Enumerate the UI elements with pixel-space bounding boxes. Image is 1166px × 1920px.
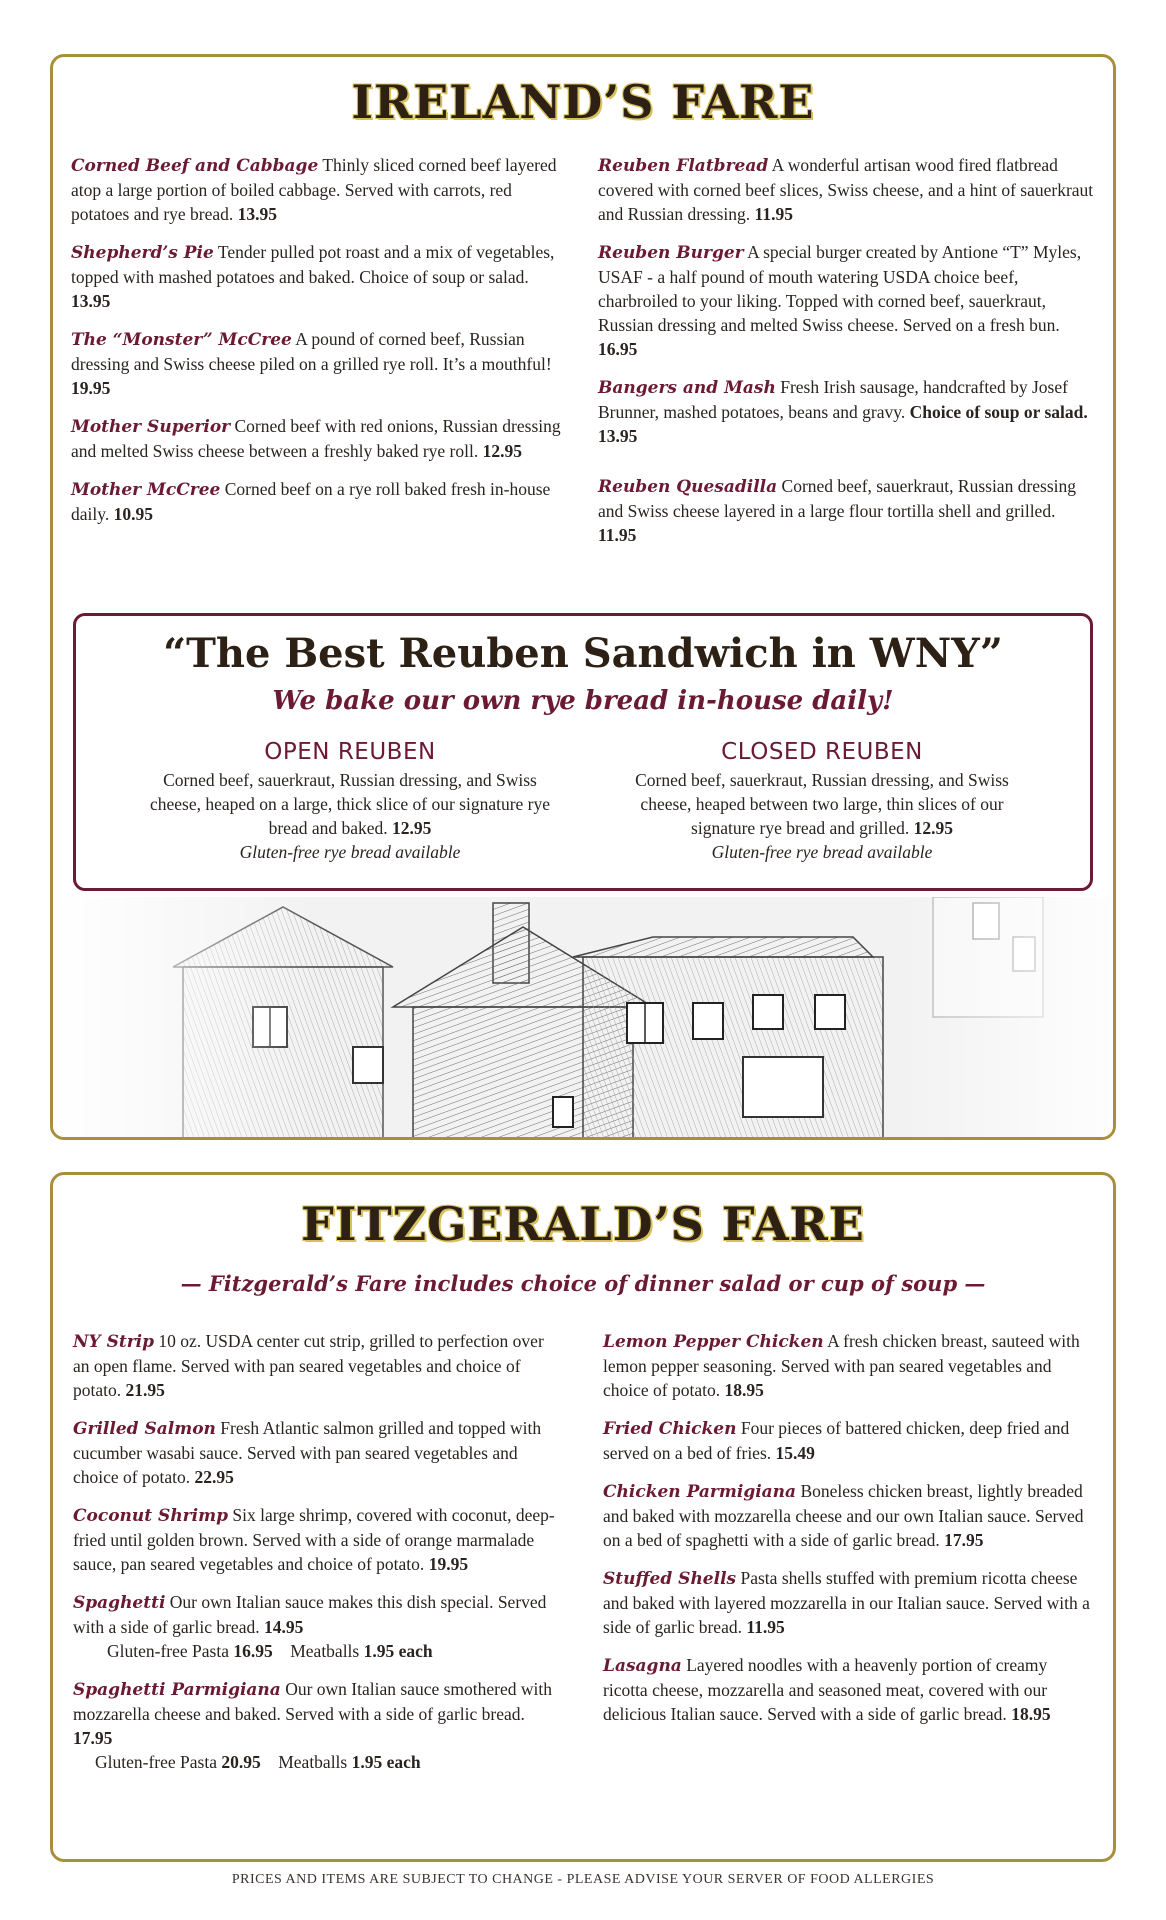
- item-desc: Boneless chicken breast, lightly breaded and baked with mozzarella cheese and our own Italian sauce. Served on a bed of spaghetti with a side of garlic bread.: [603, 1481, 1084, 1550]
- open-reuben-gf-note: Gluten-free rye bread available: [239, 842, 461, 862]
- reuben-quote: “The Best Reuben Sandwich in WNY”: [163, 630, 1003, 677]
- item-name: Reuben Quesadilla: [598, 477, 778, 497]
- menu-item: [598, 474, 1098, 547]
- fitz-right-column: [603, 1329, 1093, 1740]
- item-name: Mother McCree: [71, 480, 221, 500]
- item-name: Reuben Flatbread: [598, 156, 769, 176]
- irelands-fare-panel: [50, 54, 1116, 1140]
- menu-item: [71, 414, 571, 463]
- item-name: Grilled Salmon: [73, 1419, 216, 1439]
- item-desc: Corned beef with red onions, Russian dressing and melted Swiss cheese between a freshly baked rye roll.: [71, 416, 561, 461]
- menu-item: [603, 1329, 1093, 1402]
- item-name: NY Strip: [73, 1332, 155, 1352]
- menu-item: [603, 1416, 1093, 1465]
- item-desc: A special burger created by Antione “T” Myles, USAF - a half pound of mouth watering USDA choice beef, charbroiled to your liking. Topped with corned beef, sauerkraut, Russian dressing and melted Swiss cheese. Served on a fresh bun.: [598, 242, 1082, 335]
- item-desc: A fresh chicken breast, sauteed with lemon pepper seasoning. Served with pan seared vegetables and choice of potato.: [603, 1331, 1080, 1400]
- item-price: 16.95: [598, 339, 638, 359]
- item-name: Fried Chicken: [603, 1419, 737, 1439]
- closed-reuben-heading: CLOSED REUBEN: [721, 739, 923, 765]
- open-reuben-price: 12.95: [392, 818, 432, 838]
- ireland-right-column: [598, 153, 1098, 561]
- item-desc: Fresh Irish sausage, handcrafted by Josef Brunner, mashed potatoes, beans and gravy.: [598, 377, 1068, 422]
- open-reuben: [140, 740, 560, 864]
- closed-reuben: [612, 740, 1032, 864]
- item-name: Bangers and Mash: [598, 378, 776, 398]
- open-reuben-desc: Corned beef, sauerkraut, Russian dressing, and Swiss cheese, heaped on a large, thick slice of our signature rye bread and baked.: [149, 770, 551, 838]
- menu-item: [598, 153, 1098, 226]
- menu-item: [71, 477, 571, 526]
- item-name: Corned Beef and Cabbage: [71, 156, 319, 176]
- menu-item: [73, 1590, 563, 1663]
- menu-item: [73, 1677, 563, 1774]
- item-options: [73, 1639, 563, 1663]
- item-price: 14.95: [263, 1617, 304, 1637]
- item-desc: Tender pulled pot roast and a mix of vegetables, topped with mashed potatoes and baked. Choice of soup or salad.: [71, 242, 555, 287]
- menu-item: [71, 153, 571, 226]
- item-price: 15.49: [775, 1443, 815, 1463]
- ireland-left-column: [71, 153, 571, 540]
- item-name: The “Monster” McCree: [71, 330, 292, 350]
- item-desc: Our own Italian sauce makes this dish special. Served with a side of garlic bread.: [73, 1592, 547, 1637]
- item-options: [73, 1750, 563, 1774]
- item-note: Choice of soup or salad.: [909, 402, 1088, 422]
- item-name: Lasagna: [603, 1656, 682, 1676]
- allergy-disclaimer: PRICES AND ITEMS ARE SUBJECT TO CHANGE - PLEASE ADVISE YOUR SERVER OF FOOD ALLERGIES: [231, 1872, 935, 1887]
- item-price: 17.95: [944, 1530, 984, 1550]
- menu-item: [73, 1329, 563, 1402]
- meatballs-price: 1.95 each: [363, 1641, 433, 1661]
- gluten-free-price: 16.95: [233, 1641, 273, 1661]
- item-price: 13.95: [598, 426, 638, 446]
- meatballs-label: Meatballs: [278, 1752, 348, 1772]
- menu-item: [598, 240, 1098, 361]
- gluten-free-label: Gluten-free Pasta: [95, 1752, 217, 1772]
- item-name: Mother Superior: [71, 417, 231, 437]
- item-name: Shepherd’s Pie: [71, 243, 214, 263]
- item-price: 17.95: [73, 1728, 113, 1748]
- gluten-free-price: 20.95: [221, 1752, 261, 1772]
- fitzgeralds-fare-subtitle: — Fitzgerald’s Fare includes choice of dinner salad or cup of soup —: [180, 1271, 986, 1296]
- item-desc: Our own Italian sauce smothered with mozzarella cheese and baked. Served with a side of garlic bread.: [73, 1679, 552, 1724]
- item-desc: Pasta shells stuffed with premium ricotta cheese and baked with layered mozzarella in our Italian sauce. Served with a side of garlic bread.: [603, 1568, 1090, 1637]
- item-price: 11.95: [746, 1617, 785, 1637]
- meatballs-label: Meatballs: [290, 1641, 360, 1661]
- menu-item: [73, 1416, 563, 1489]
- closed-reuben-gf-note: Gluten-free rye bread available: [711, 842, 933, 862]
- item-price: 18.95: [1011, 1704, 1051, 1724]
- item-name: Spaghetti Parmigiana: [73, 1680, 281, 1700]
- item-price: 22.95: [194, 1467, 234, 1487]
- menu-item: [603, 1653, 1093, 1726]
- item-price: 10.95: [113, 504, 153, 524]
- meatballs-price: 1.95 each: [351, 1752, 421, 1772]
- item-price: 18.95: [724, 1380, 764, 1400]
- item-price: 12.95: [482, 441, 522, 461]
- cottage-sketch-illustration: [53, 897, 1113, 1140]
- item-name: Spaghetti: [73, 1593, 166, 1613]
- reuben-feature-box: [73, 613, 1093, 891]
- item-name: Stuffed Shells: [603, 1569, 737, 1589]
- menu-item: [73, 1503, 563, 1576]
- item-name: Reuben Burger: [598, 243, 744, 263]
- item-price: 13.95: [71, 291, 111, 311]
- irelands-fare-title: IRELAND’S FARE: [351, 75, 815, 129]
- item-desc: Layered noodles with a heavenly portion of creamy ricotta cheese, mozzarella and seasoned meat, covered with our delicious Italian sauce. Served with a side of garlic bread.: [603, 1655, 1048, 1724]
- item-desc: Corned beef on a rye roll baked fresh in-house daily.: [71, 479, 551, 524]
- item-desc: A pound of corned beef, Russian dressing and Swiss cheese piled on a grilled rye roll. It’s a mouthful!: [71, 329, 552, 374]
- item-desc: Fresh Atlantic salmon grilled and topped with cucumber wasabi sauce. Served with pan seared vegetables and choice of potato.: [73, 1418, 542, 1487]
- item-price: 21.95: [125, 1380, 165, 1400]
- open-reuben-heading: OPEN REUBEN: [264, 739, 436, 765]
- item-price: 11.95: [598, 525, 637, 545]
- fitzgeralds-fare-panel: [50, 1172, 1116, 1862]
- item-desc: Corned beef, sauerkraut, Russian dressing and Swiss cheese layered in a large flour tortilla shell and grilled.: [598, 476, 1077, 521]
- reuben-tagline: We bake our own rye bread in-house daily!: [272, 686, 894, 716]
- item-price: 13.95: [237, 204, 278, 224]
- menu-item: [603, 1479, 1093, 1552]
- item-price: 19.95: [428, 1554, 469, 1574]
- fitz-left-column: [73, 1329, 563, 1788]
- closed-reuben-price: 12.95: [913, 818, 953, 838]
- item-name: Lemon Pepper Chicken: [603, 1332, 824, 1352]
- item-desc: Thinly sliced corned beef layered atop a large portion of boiled cabbage. Served with carrots, red potatoes and rye bread.: [71, 155, 557, 224]
- item-price: 11.95: [754, 204, 793, 224]
- closed-reuben-desc: Corned beef, sauerkraut, Russian dressing, and Swiss cheese, heaped between two large, thin slices of our signature rye bread and grilled.: [635, 770, 1009, 838]
- item-price: 19.95: [71, 378, 111, 398]
- menu-item: [603, 1566, 1093, 1639]
- item-desc: Four pieces of battered chicken, deep fried and served on a bed of fries.: [603, 1418, 1070, 1463]
- item-name: Coconut Shrimp: [73, 1506, 228, 1526]
- menu-item: [598, 375, 1098, 448]
- item-desc: 10 oz. USDA center cut strip, grilled to perfection over an open flame. Served with pan seared vegetables and choice of potato.: [73, 1331, 544, 1400]
- item-desc: A wonderful artisan wood fired flatbread covered with corned beef slices, Swiss cheese, and a hint of sauerkraut and Russian dressing.: [598, 155, 1094, 224]
- item-name: Chicken Parmigiana: [603, 1482, 797, 1502]
- menu-item: [71, 327, 571, 400]
- item-desc: Six large shrimp, covered with coconut, deep-fried until golden brown. Served with a side of orange marmalade sauce, pan seared vegetables and choice of potato.: [73, 1505, 555, 1574]
- menu-item: [71, 240, 571, 313]
- fitzgeralds-fare-title: FITZGERALD’S FARE: [301, 1197, 865, 1251]
- gluten-free-label: Gluten-free Pasta: [107, 1641, 229, 1661]
